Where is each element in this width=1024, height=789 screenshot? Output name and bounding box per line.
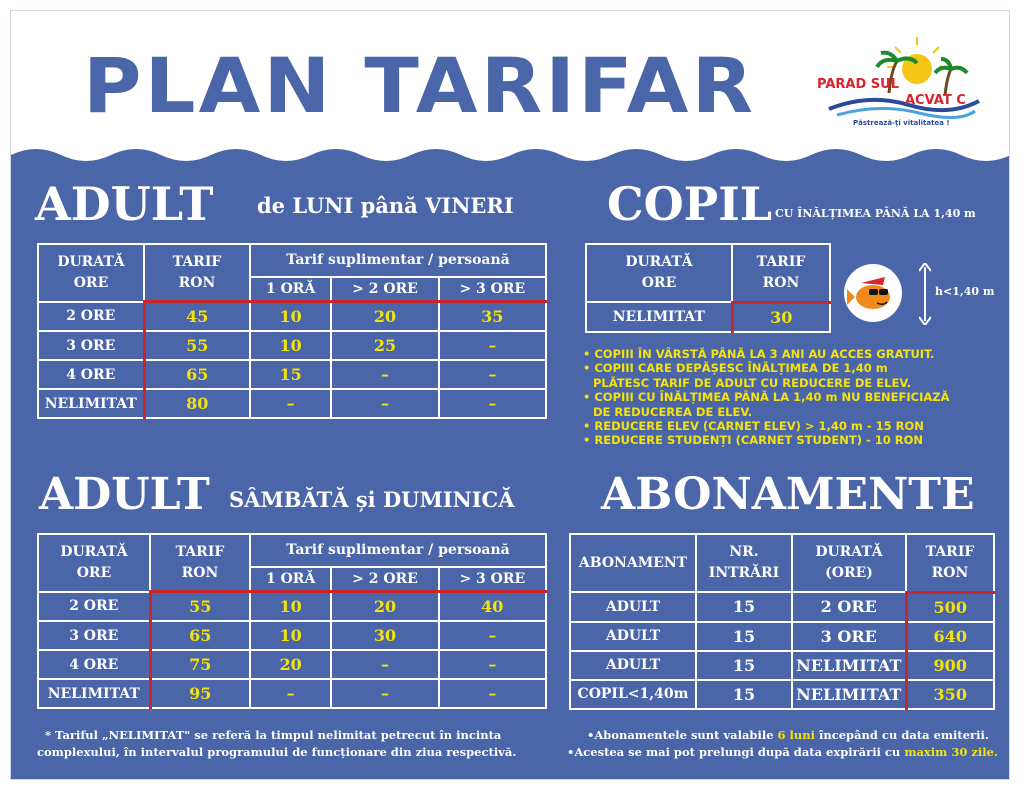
copil-notes (583, 347, 993, 448)
list-item: • COPIII CARE DEPĂȘESC ÎNĂLȚIMEA DE 1,40 m (583, 361, 888, 376)
fish-mascot-icon (843, 263, 903, 323)
footnote-right: •Abonamentele sunt valabile 6 luni începând cu data emiterii. •Acestea se mai pot prelungi după data expirării cu maxim 30 zile. (567, 728, 998, 759)
sub-3-ore: > 3 ORE (439, 277, 546, 302)
col-intrari: NR. INTRĂRI (696, 534, 792, 592)
logo-brand-line1: PARAD SUL (817, 77, 899, 92)
weekend-price-table (37, 533, 547, 709)
table-row: ADULT 15 3 ORE 640 (570, 622, 994, 651)
weekend-subheading: SÂMBĂTĂ și DUMINICĂ (229, 487, 515, 512)
table-row: 3 ORE 55 10 25 – (38, 331, 546, 360)
footnote-left: * Tariful „NELIMITAT" se referă la timpul nelimitat petrecut în incinta complexului, în intervalul programului de funcționare din ziua respectivă. (37, 728, 517, 759)
copil-subheading: CU ÎNĂLȚIMEA PÂNĂ LA 1,40 m (775, 207, 976, 220)
table-row: 2 ORE 45 10 20 35 (38, 302, 546, 332)
list-item: DE REDUCEREA DE ELEV. (593, 404, 753, 419)
table-row: NELIMITAT 95 – – – (38, 679, 546, 708)
list-item: • COPIII CU ÎNĂLȚIMEA PÂNĂ LA 1,40 m NU BENEFICIAZĂ (583, 390, 950, 405)
sub-2-ore: > 2 ORE (331, 567, 438, 592)
sub-1-ora: 1 ORĂ (250, 277, 331, 302)
table-row: COPIL<1,40m 15 NELIMITAT 350 (570, 680, 994, 709)
col-durata: DURATĂ ORE (38, 534, 150, 592)
paradisul-acvatic-logo (809, 31, 989, 141)
abonamente-table (569, 533, 995, 710)
col-durata: DURATĂ ORE (586, 244, 732, 302)
list-item: • COPIII ÎN VÂRSTĂ PÂNĂ LA 3 ANI AU ACCES GRATUIT. (583, 347, 935, 361)
weekday-heading: ADULT (35, 177, 214, 231)
poster-title: PLAN TARIFAR (83, 41, 757, 130)
col-tarif: TARIF RON (732, 244, 830, 302)
table-row: NELIMITAT 30 (586, 302, 830, 332)
sub-1-ora: 1 ORĂ (250, 567, 331, 592)
col-tarif: TARIF RON (144, 244, 250, 302)
abonamente-heading: ABONAMENTE (601, 469, 975, 520)
table-row: 2 ORE 55 10 20 40 (38, 592, 546, 622)
col-supl: Tarif suplimentar / persoană (250, 244, 546, 277)
weekday-subheading: de LUNI până VINERI (257, 193, 514, 218)
copil-price-table (585, 243, 831, 333)
list-item: • REDUCERE STUDENȚI (CARNET STUDENT) - 10 RON (583, 433, 923, 448)
logo-brand-line2: ACVAT C (905, 93, 966, 108)
list-item: • REDUCERE ELEV (CARNET ELEV) > 1,40 m - 15 RON (583, 419, 924, 434)
table-row: 4 ORE 65 15 – – (38, 360, 546, 389)
col-tarif: TARIF RON (150, 534, 250, 592)
col-tarif: TARIF RON (906, 534, 994, 592)
table-row: ADULT 15 NELIMITAT 900 (570, 651, 994, 680)
table-row: NELIMITAT 80 – – – (38, 389, 546, 418)
height-arrow-icon (919, 263, 931, 325)
copil-heading: COPIL (607, 177, 773, 231)
height-label: h<1,40 m (935, 285, 995, 298)
table-row: 3 ORE 65 10 30 – (38, 621, 546, 650)
weekend-heading: ADULT (39, 469, 210, 520)
list-item: PLĂTESC TARIF DE ADULT CU REDUCERE DE ELEV. (593, 375, 912, 390)
sub-2-ore: > 2 ORE (331, 277, 438, 302)
col-supl: Tarif suplimentar / persoană (250, 534, 546, 567)
table-row: ADULT 15 2 ORE 500 (570, 592, 994, 622)
table-row: 4 ORE 75 20 – – (38, 650, 546, 679)
logo-slogan: Păstrează-ți vitalitatea ! (853, 119, 950, 127)
price-poster (10, 10, 1010, 780)
col-durata: DURATĂ (ORE) (792, 534, 906, 592)
col-durata: DURATĂ ORE (38, 244, 144, 302)
col-abonament: ABONAMENT (570, 534, 696, 592)
weekday-price-table (37, 243, 547, 419)
sub-3-ore: > 3 ORE (439, 567, 546, 592)
